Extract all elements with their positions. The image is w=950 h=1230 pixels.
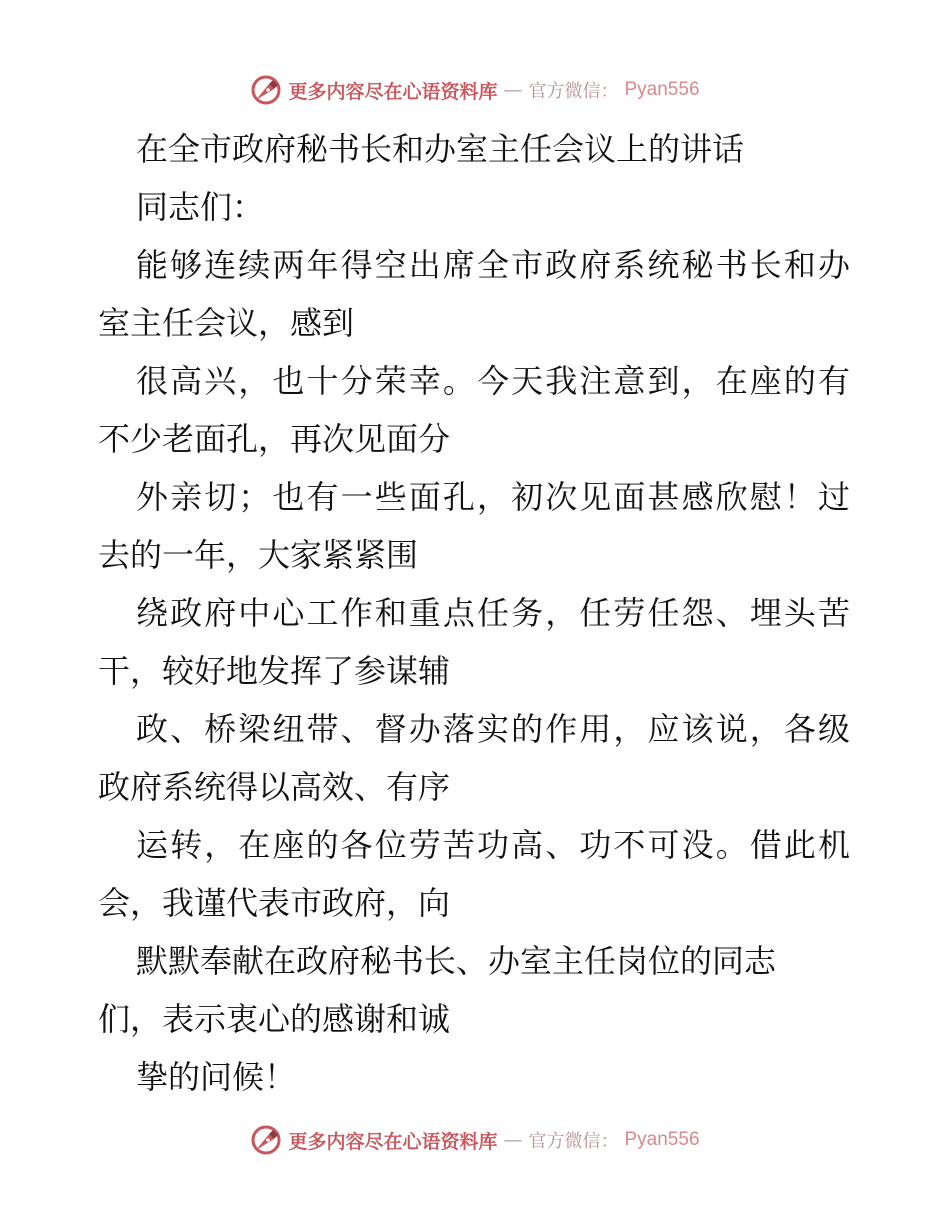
paragraph-line: 会，我谨代表市政府，向	[98, 884, 451, 922]
pen-nib-circle-icon	[250, 1124, 282, 1156]
greeting: 同志们：	[136, 188, 265, 226]
document-title: 在全市政府秘书长和办室主任会议上的讲话	[136, 130, 745, 168]
watermark-dash: —	[503, 1129, 523, 1151]
paragraph-line: 默默奉献在政府秘书长、办室主任岗位的同志	[136, 942, 777, 980]
paragraph-line: 们，表示衷心的感谢和诚	[98, 1000, 451, 1038]
document-body	[98, 120, 858, 1106]
watermark-text: 更多内容尽在心语资料库	[288, 80, 498, 103]
paragraph-line: 能够连续两年得空出席全市政府系统秘书长和办	[136, 246, 850, 284]
watermark-footer	[0, 1122, 950, 1158]
paragraph-line: 很高兴，也十分荣幸。今天我注意到，在座的有	[136, 362, 850, 400]
paragraph-line: 室主任会议，感到	[98, 304, 355, 342]
paragraph-line: 干，较好地发挥了参谋辅	[98, 652, 451, 690]
watermark-text: 更多内容尽在心语资料库	[288, 1130, 498, 1153]
paragraph-line: 绕政府中心工作和重点任务，任劳任怨、埋头苦	[136, 594, 850, 632]
paragraph-line: 不少老面孔，再次见面分	[98, 420, 451, 458]
watermark-header	[0, 72, 950, 108]
watermark-wechat-id: Pyan556	[624, 1129, 700, 1150]
paragraph-line: 政、桥梁纽带、督办落实的作用，应该说，各级	[136, 710, 850, 748]
watermark-wechat-label: 官方微信：	[528, 81, 619, 102]
pen-nib-circle-icon	[250, 74, 282, 106]
paragraph-line: 去的一年，大家紧紧围	[98, 536, 419, 574]
watermark-wechat-id: Pyan556	[624, 79, 700, 100]
watermark-wechat-label: 官方微信：	[528, 1131, 619, 1152]
watermark-dash: —	[503, 79, 523, 101]
paragraph-line: 挚的问候！	[136, 1058, 297, 1096]
paragraph-line: 运转，在座的各位劳苦功高、功不可没。借此机	[136, 826, 850, 864]
paragraph-line: 政府系统得以高效、有序	[98, 768, 451, 806]
paragraph-line: 外亲切；也有一些面孔，初次见面甚感欣慰！过	[136, 478, 850, 516]
